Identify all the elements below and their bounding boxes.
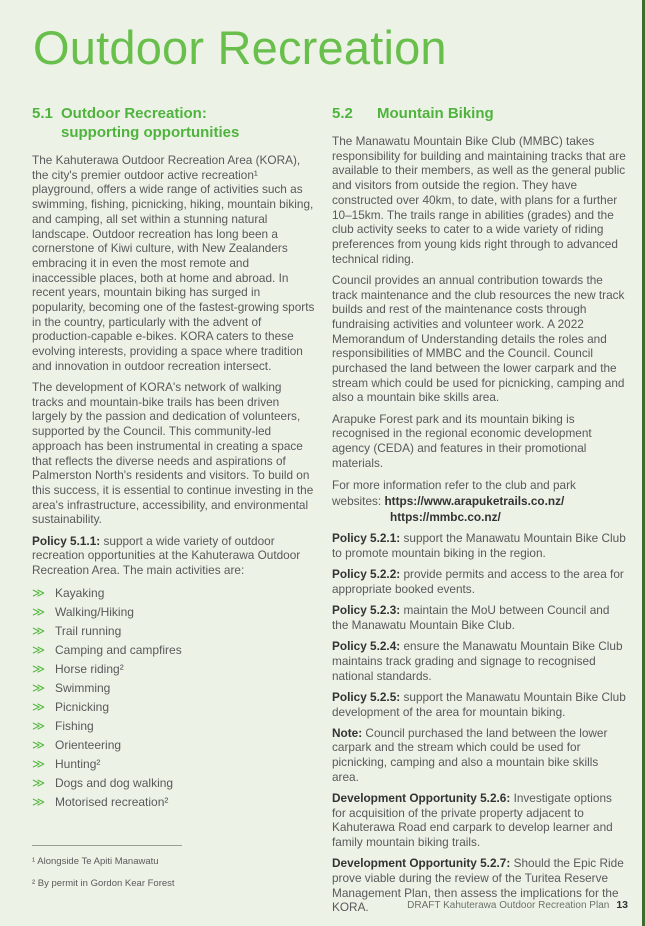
footnotes <box>32 845 282 900</box>
section-title: Mountain Biking <box>377 105 494 122</box>
list-item <box>32 755 315 774</box>
websites-paragraph <box>332 477 628 525</box>
development-opportunity-text: Should the Epic Ride prove viable during the review of the Turitea Reserve Management Plan, then assess the implications for the KORA. <box>332 856 624 915</box>
footnote: ¹ Alongside Te Apiti Manawatu <box>32 856 159 867</box>
chevron-bullet-icon: ≫ <box>32 719 46 734</box>
policy-paragraph <box>32 534 315 578</box>
content-columns <box>32 104 628 922</box>
chevron-bullet-icon: ≫ <box>32 700 46 715</box>
policy-lead: Policy 5.2.2: <box>332 567 401 582</box>
policy-lead: Policy 5.2.3: <box>332 603 401 618</box>
activity-label: Dogs and dog walking <box>55 776 174 791</box>
paragraph: The Kahuterawa Outdoor Recreation Area (KORA), the city's premier outdoor active recreation¹ playground, offers a wide range of activities such as swimming, fishing, picnicking, hiking, mountain biking, and camping, all set within a stunning natural landscape. Outdoor recreation has long been a cornerstone of Kiwi culture, with New Zealanders embracing it in even the most remote and inaccessible places, both at home and abroad. In recent years, mountain biking has surged in popularity, becoming one of the fastest-growing sports in the country, particularly with the advent of production-capable e-bikes. KORA caters to these evolving interests, providing a space where tradition and innovation in outdoor recreation intersect. <box>32 153 315 373</box>
right-column <box>332 104 628 922</box>
paragraph: The development of KORA's network of walking tracks and mountain-bike trails has been driven largely by the passion and dedication of volunteers, supported by the Council. This community-led approach has been instrumental in creating a space that reflects the diverse needs and aspirations of Palmerston North's residents and visitors. To build on this success, it is essential to continue investing in the area's infrastructure, accessibility, and environmental sustainability. <box>32 380 314 527</box>
activity-label: Swimming <box>55 681 111 696</box>
note-lead: Note: <box>332 725 363 740</box>
paragraph: Arapuke Forest park and its mountain biking is recognised in the regional economic development agency (CEDA) and features in their promotional materials. <box>332 411 592 470</box>
section-heading-5-2 <box>332 104 628 123</box>
list-item <box>32 603 315 622</box>
chevron-bullet-icon: ≫ <box>32 776 46 791</box>
section-number: 5.1 <box>32 105 53 122</box>
activity-label: Hunting² <box>55 757 101 772</box>
note-text: Council purchased the land between the lower carpark and the stream which could be used for picnicking, camping and also a mountain bike skills area. <box>332 725 608 784</box>
activity-label: Kayaking <box>55 586 105 601</box>
chevron-bullet-icon: ≫ <box>32 681 46 696</box>
list-item <box>32 660 315 679</box>
policy-paragraph <box>332 690 628 719</box>
note-paragraph <box>332 726 628 785</box>
policy-paragraph <box>332 531 628 560</box>
development-opportunity-lead: Development Opportunity 5.2.6: <box>332 791 511 806</box>
activity-label: Picnicking <box>55 700 110 715</box>
activity-label: Horse riding² <box>55 662 124 677</box>
list-item <box>32 736 315 755</box>
policy-text: ensure the Manawatu Mountain Bike Club maintains track grading and signage to recognised national standards. <box>332 639 623 683</box>
footer-text: DRAFT Kahuterawa Outdoor Recreation Plan <box>407 900 610 911</box>
policy-lead: Policy 5.2.1: <box>332 531 401 546</box>
website-link-mmbc[interactable]: https://mmbc.co.nz/ <box>390 509 501 524</box>
page-title: Outdoor Recreation <box>33 21 447 74</box>
list-item <box>32 622 315 641</box>
websites-intro: For more information refer to the club and park websites: <box>332 477 576 508</box>
activity-label: Trail running <box>55 624 122 639</box>
section-heading-5-1 <box>32 104 315 142</box>
page-number: 13 <box>616 899 628 911</box>
activities-list <box>32 584 315 812</box>
section-title-line: supporting opportunities <box>61 124 240 141</box>
policy-lead: Policy 5.1.1: <box>32 533 101 548</box>
policy-text: support the Manawatu Mountain Bike Club to promote mountain biking in the region. <box>332 531 626 561</box>
chevron-bullet-icon: ≫ <box>32 795 46 810</box>
activity-label: Camping and campfires <box>55 643 182 658</box>
chevron-bullet-icon: ≫ <box>32 757 46 772</box>
chevron-bullet-icon: ≫ <box>32 738 46 753</box>
list-item <box>32 717 315 736</box>
page-footer <box>407 899 628 911</box>
policy-lead: Policy 5.2.5: <box>332 689 401 704</box>
section-number: 5.2 <box>332 105 353 122</box>
chevron-bullet-icon: ≫ <box>32 605 46 620</box>
list-item <box>32 698 315 717</box>
activity-label: Walking/Hiking <box>55 605 134 620</box>
list-item <box>32 641 315 660</box>
development-opportunity-lead: Development Opportunity 5.2.7: <box>332 856 511 871</box>
development-opportunity-paragraph <box>332 791 628 850</box>
list-item <box>32 774 315 793</box>
section-title-line: Outdoor Recreation: <box>61 105 207 122</box>
policy-text: maintain the MoU between Council and the Manawatu Mountain Bike Club. <box>332 603 610 632</box>
activity-label: Motorised recreation² <box>55 795 169 810</box>
chevron-bullet-icon: ≫ <box>32 662 46 677</box>
development-opportunity-text: Investigate options for acquisition of the private property adjacent to Kahuterawa Road end carpark to develop learner and family mountain biking trails. <box>332 791 613 850</box>
policy-text: support a wide variety of outdoor recreation opportunities at the Kahuterawa Outdoor Recreation Area. The main activities are: <box>32 533 301 577</box>
footnote-divider <box>32 845 182 846</box>
footnote: ² By permit in Gordon Kear Forest <box>32 878 175 889</box>
policy-paragraph <box>332 639 628 683</box>
activity-label: Fishing <box>55 719 94 734</box>
section-title <box>61 104 239 142</box>
left-column <box>32 104 315 922</box>
list-item <box>32 679 315 698</box>
list-item <box>32 793 315 812</box>
policy-lead: Policy 5.2.4: <box>332 639 401 654</box>
paragraph: Council provides an annual contribution towards the track maintenance and the club resources the new track builds and rest of the maintenance costs through fundraising activities and volunteer work. A 2022 Memorandum of Understanding details the roles and responsibilities of MMBC and the Council. Council purchased the land between the lower carpark and the stream which could be used for picnicking, camping and also a mountain bike skills area. <box>332 272 625 405</box>
policy-text: provide permits and access to the area for appropriate booked events. <box>332 567 624 597</box>
policy-paragraph <box>332 603 628 632</box>
chevron-bullet-icon: ≫ <box>32 643 46 658</box>
policy-text: support the Manawatu Mountain Bike Club development of the area for mountain biking. <box>332 689 626 719</box>
chevron-bullet-icon: ≫ <box>32 586 46 601</box>
website-link-arapuketrails[interactable]: https://www.arapuketrails.co.nz/ <box>384 493 565 508</box>
activity-label: Orienteering <box>55 738 122 753</box>
chevron-bullet-icon: ≫ <box>32 624 46 639</box>
policy-paragraph <box>332 567 628 596</box>
paragraph: The Manawatu Mountain Bike Club (MMBC) takes responsibility for building and maintaining tracks that are available to their members, as well as the general public and visitors from outside the region. They have constructed over 40km, to date, with plans for a further 10–15km. The trails range in abilities (grades) and the club activity seeks to cater to a wide variety of riding preferences from young kids right through to advanced technical riding. <box>332 134 626 266</box>
list-item <box>32 584 315 603</box>
